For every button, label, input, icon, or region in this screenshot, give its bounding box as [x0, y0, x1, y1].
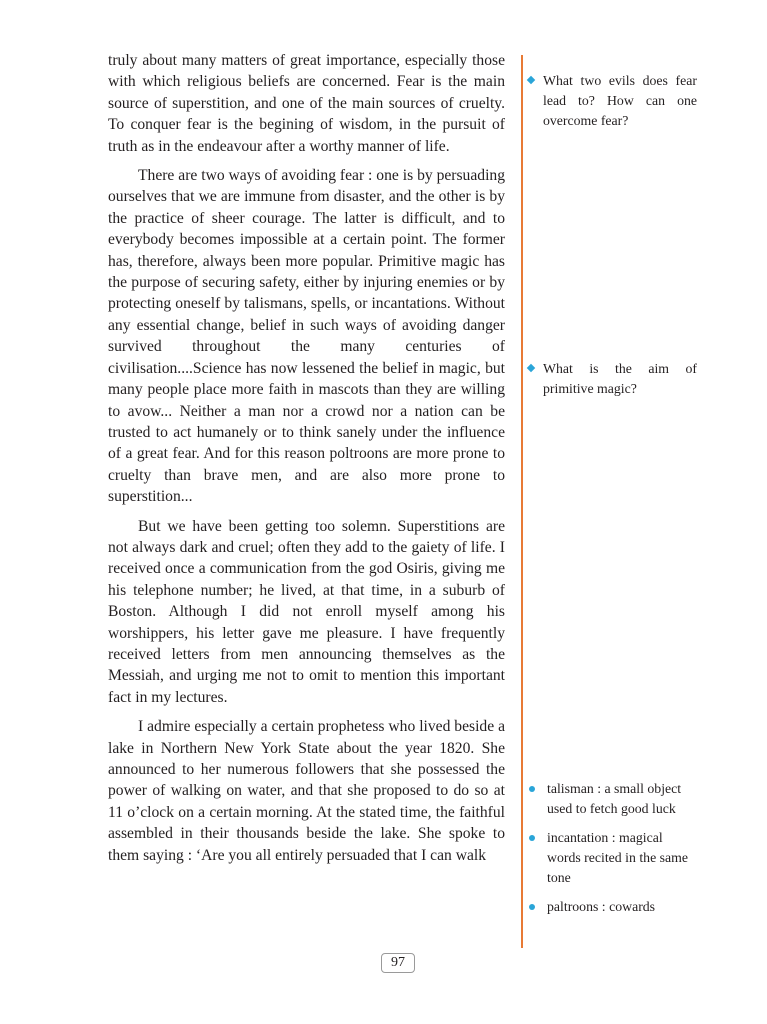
glossary-text: talisman : a small object used to fetch good luck — [547, 781, 682, 816]
dot-bullet-icon — [529, 786, 535, 792]
diamond-bullet-icon — [527, 76, 535, 84]
margin-question-1 — [527, 71, 697, 131]
paragraph-2: There are two ways of avoiding fear : one is by persuading ourselves that we are immune from disaster, and the other is by the practice of sheer courage. The latter is difficult, and to everybody becomes impossible at a certain point. The former has, therefore, always been more popular. Primitive magic has the purpose of securing safety, either by injuring enemies or by protecting oneself by talismans, spells, or incantations. Without any essential change, belief in such ways of avoiding danger survived throughout the many centuries of civilisation....Science has now lessened the belief in magic, but many people place more faith in mascots than they are willing to avow... Neither a man nor a crowd nor a nation can be trusted to act humanely or to think sanely under the influence of a great fear. And for this reason poltroons are more prone to cruelty than brave men, and are also more prone to superstition... — [108, 167, 505, 506]
dot-bullet-icon — [529, 835, 535, 841]
glossary-item — [527, 897, 692, 917]
margin-question-2 — [527, 359, 697, 399]
question-text: What is the aim of primitive magic? — [543, 361, 697, 396]
dot-bullet-icon — [529, 904, 535, 910]
glossary-item — [527, 828, 692, 888]
page-number: 97 — [381, 953, 415, 973]
glossary-text: incantation : magical words recited in the same tone — [547, 830, 688, 885]
glossary-text: paltroons : cowards — [547, 899, 656, 914]
paragraph-3: But we have been getting too solemn. Superstitions are not always dark and cruel; often they add to the gaiety of life. I received once a communication from the god Osiris, giving me his telephone number; he lived, at that time, in a suburb of Boston. Although I did not enroll myself among his worshippers, his letter gave me pleasure. I have frequently received letters from men announcing themselves as the Messiah, and urging me not to omit to mention this important fact in my lectures. — [108, 517, 505, 706]
paragraph-1: truly about many matters of great importance, especially those with which religious beliefs are concerned. Fear is the main source of superstition, and one of the main sources of cruelty. To conquer fear is the begining of wisdom, in the pursuit of truth as in the endeavour after a worthy manner of life. — [108, 52, 505, 155]
paragraph-4: I admire especially a certain prophetess who lived beside a lake in Northern New York State about the year 1820. She announced to her numerous followers that she possessed the power of walking on water, and that she proposed to do so at 11 o’clock on a certain morning. At the stated time, the faithful assembled in their thousands beside the lake. She spoke to them saying : ‘Are you all entirely persuaded that I can walk — [108, 718, 505, 864]
diamond-bullet-icon — [527, 364, 535, 372]
glossary — [527, 779, 692, 926]
glossary-item — [527, 779, 692, 819]
main-text — [108, 50, 505, 874]
question-text: What two evils does fear lead to? How can one overcome fear? — [543, 73, 697, 128]
margin-divider — [521, 55, 523, 948]
